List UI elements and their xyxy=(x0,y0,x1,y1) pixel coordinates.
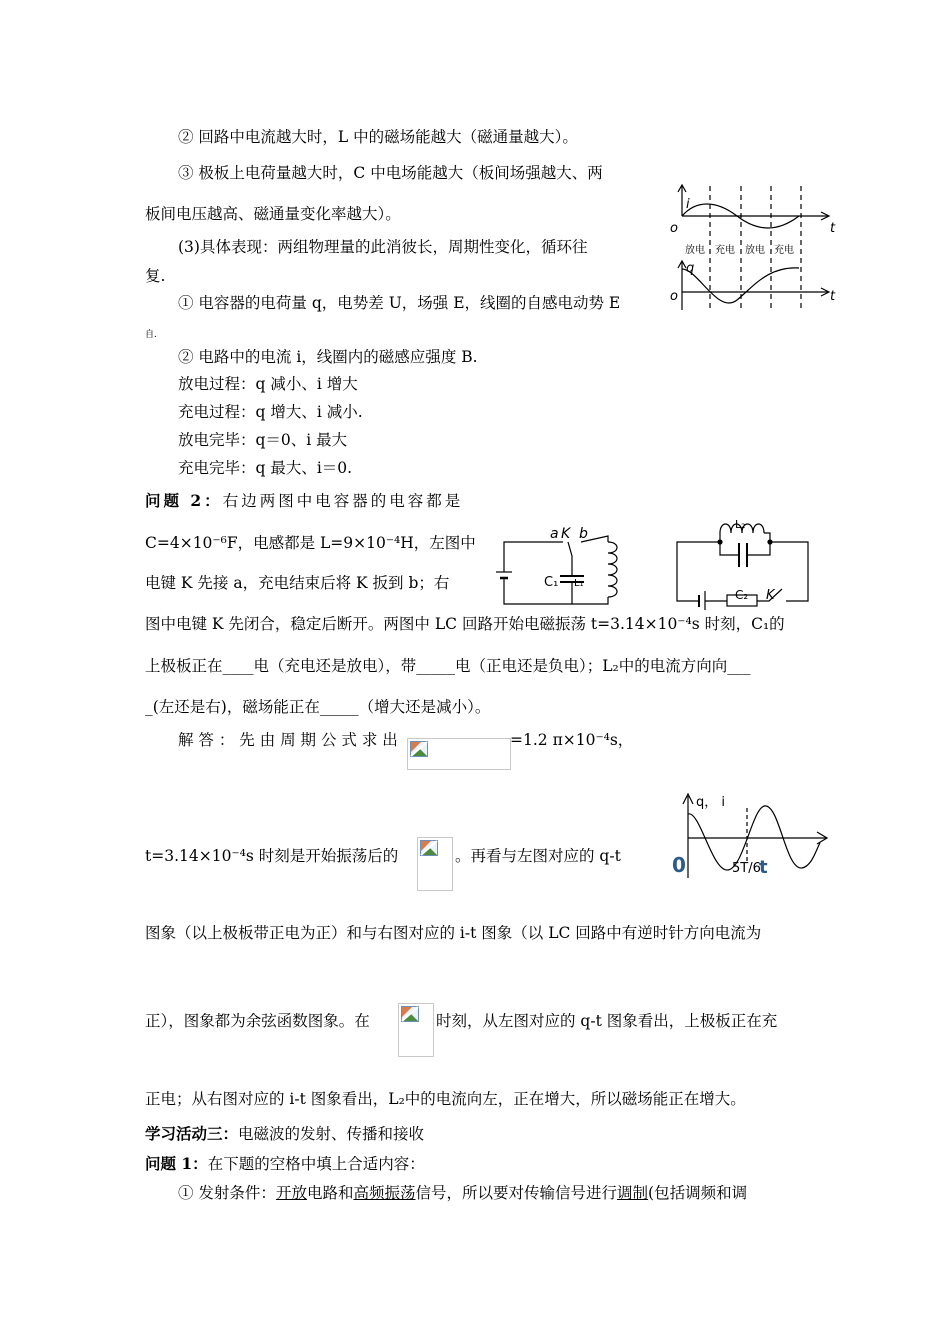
phase-label: 充电 xyxy=(715,245,735,256)
text-line: 时刻，从左图对应的 q-t 图象看出，上极板正在充 xyxy=(436,1012,778,1030)
broken-image-formula xyxy=(417,837,453,891)
text-line: ① 发射条件：开放电路和高频振荡信号，所以要对传输信号进行调制(包括调频和调 xyxy=(178,1184,748,1202)
text-line: ③ 极板上电荷量越大时，C 中电场能越大（板间场强越大、两 xyxy=(178,164,603,182)
question-1: 问题 1：在下题的空格中填上合适内容： xyxy=(145,1154,425,1173)
text-line: 上极板正在____电（充电还是放电），带_____电（正电还是负电）；L₂中的电流方向向___ xyxy=(145,657,751,675)
y-axis-label: q， i xyxy=(696,795,725,810)
wire xyxy=(677,542,720,601)
text-line: 放电完毕：q＝0、i 最大 xyxy=(178,431,348,449)
circuit-right-diagram xyxy=(672,515,812,610)
broken-image-icon xyxy=(401,1006,421,1024)
question-label: 问题 2： xyxy=(145,491,223,510)
text-line: 解 答 ： 先 由 周 期 公 式 求 出 xyxy=(178,731,398,749)
broken-image-icon xyxy=(410,741,430,759)
text-line: C=4×10⁻⁶F，电感都是 L=9×10⁻⁴H，左图中 xyxy=(145,534,476,552)
switch-arm xyxy=(568,542,572,576)
oscillation-figure xyxy=(668,182,840,312)
text-line: 板间电压越高、磁通量变化率越大）。 xyxy=(145,205,401,223)
wire xyxy=(747,542,770,555)
inductor-coil xyxy=(608,542,617,597)
text-line: 放电过程：q 减小、i 增大 xyxy=(178,375,358,393)
text-line: ① 电容器的电荷量 q，电势差 U，场强 E，线圈的自感电动势 E xyxy=(178,294,621,312)
origin-label: o xyxy=(670,221,678,236)
text-line: _(左还是右)，磁场能正在_____（增大还是减小）。 xyxy=(145,698,491,716)
text-line: 正电；从右图对应的 i-t 图象看出，L₂中的电流向左，正在增大，所以磁场能正在增大。 xyxy=(145,1090,746,1108)
text-line: ② 回路中电流越大时，L 中的磁场能越大（磁通量越大）。 xyxy=(178,128,578,146)
text-line: 充电过程：q 增大、i 减小. xyxy=(178,403,363,421)
phase-label: 放电 xyxy=(745,245,765,256)
switch-label: K xyxy=(561,526,571,542)
text-line: 图象（以上极板带正电为正）和与右图对应的 i-t 图象（以 LC 回路中有逆时针方向电流为 xyxy=(145,924,762,942)
broken-image-icon xyxy=(420,840,440,858)
q-label: q xyxy=(686,261,695,276)
phase-label: 放电 xyxy=(685,245,705,256)
broken-image-formula xyxy=(398,1003,434,1057)
t-label: t xyxy=(830,221,836,236)
inductor-label: L₂ xyxy=(735,518,746,531)
activity-heading: 学习活动三：电磁波的发射、传播和接收 xyxy=(145,1124,425,1143)
t-label: t xyxy=(830,289,836,304)
broken-image-formula xyxy=(407,738,511,770)
capacitor-label: C₂ xyxy=(735,588,749,602)
circuit-left-diagram xyxy=(490,522,640,612)
origin-label: o xyxy=(670,289,678,304)
answer-underlined: 调制 xyxy=(617,1184,649,1202)
text-line: 图中电键 K 先闭合，稳定后断开。两图中 LC 回路开始电磁振荡 t=3.14×10⁻⁴s 时刻，C₁的 xyxy=(145,615,785,633)
inductor-label: L₁ xyxy=(574,578,584,589)
text-line: ② 电路中的电流 i，线圈内的磁感应强度 B. xyxy=(178,348,478,366)
text-line: =1.2 π×10⁻⁴s， xyxy=(510,731,634,749)
t-label: t xyxy=(759,857,768,878)
wire xyxy=(770,542,808,601)
answer-underlined: 开放 xyxy=(275,1184,307,1202)
text-line: 复. xyxy=(145,267,166,285)
wire xyxy=(572,597,608,604)
text-line: 充电完毕：q 最大、i＝0. xyxy=(178,459,353,477)
origin-label: 0 xyxy=(672,853,686,877)
q-i-graph xyxy=(668,788,833,883)
wire xyxy=(504,542,563,572)
junction-dot xyxy=(718,540,722,544)
text-line: (3)具体表现：两组物理量的此消彼长，周期性变化，循环往 xyxy=(178,238,588,256)
text-line: 正），图象都为余弦函数图象。在 xyxy=(145,1012,370,1030)
terminal-a-label: a xyxy=(550,526,559,542)
text-line: 。再看与左图对应的 q-t xyxy=(455,847,621,865)
phase-label: 充电 xyxy=(774,245,794,256)
text-line: t=3.14×10⁻⁴s 时刻是开始振荡后的 xyxy=(145,847,399,865)
switch-label: K xyxy=(766,588,775,603)
i-label: i xyxy=(686,197,690,212)
answer-underlined: 高频振荡 xyxy=(353,1184,416,1202)
capacitor-label: C₁ xyxy=(544,575,559,590)
text-line: 电键 K 先接 a，充电结束后将 K 扳到 b；右 xyxy=(145,574,450,592)
period-mark-label: 5T/6 xyxy=(732,861,761,876)
junction-dot xyxy=(768,540,772,544)
terminal-b-label: b xyxy=(579,526,588,542)
text-line-subscript: 自. xyxy=(145,330,157,340)
question-2: 问题 2：右边两图中电容器的电容都是 xyxy=(145,491,464,510)
wire xyxy=(720,542,739,555)
